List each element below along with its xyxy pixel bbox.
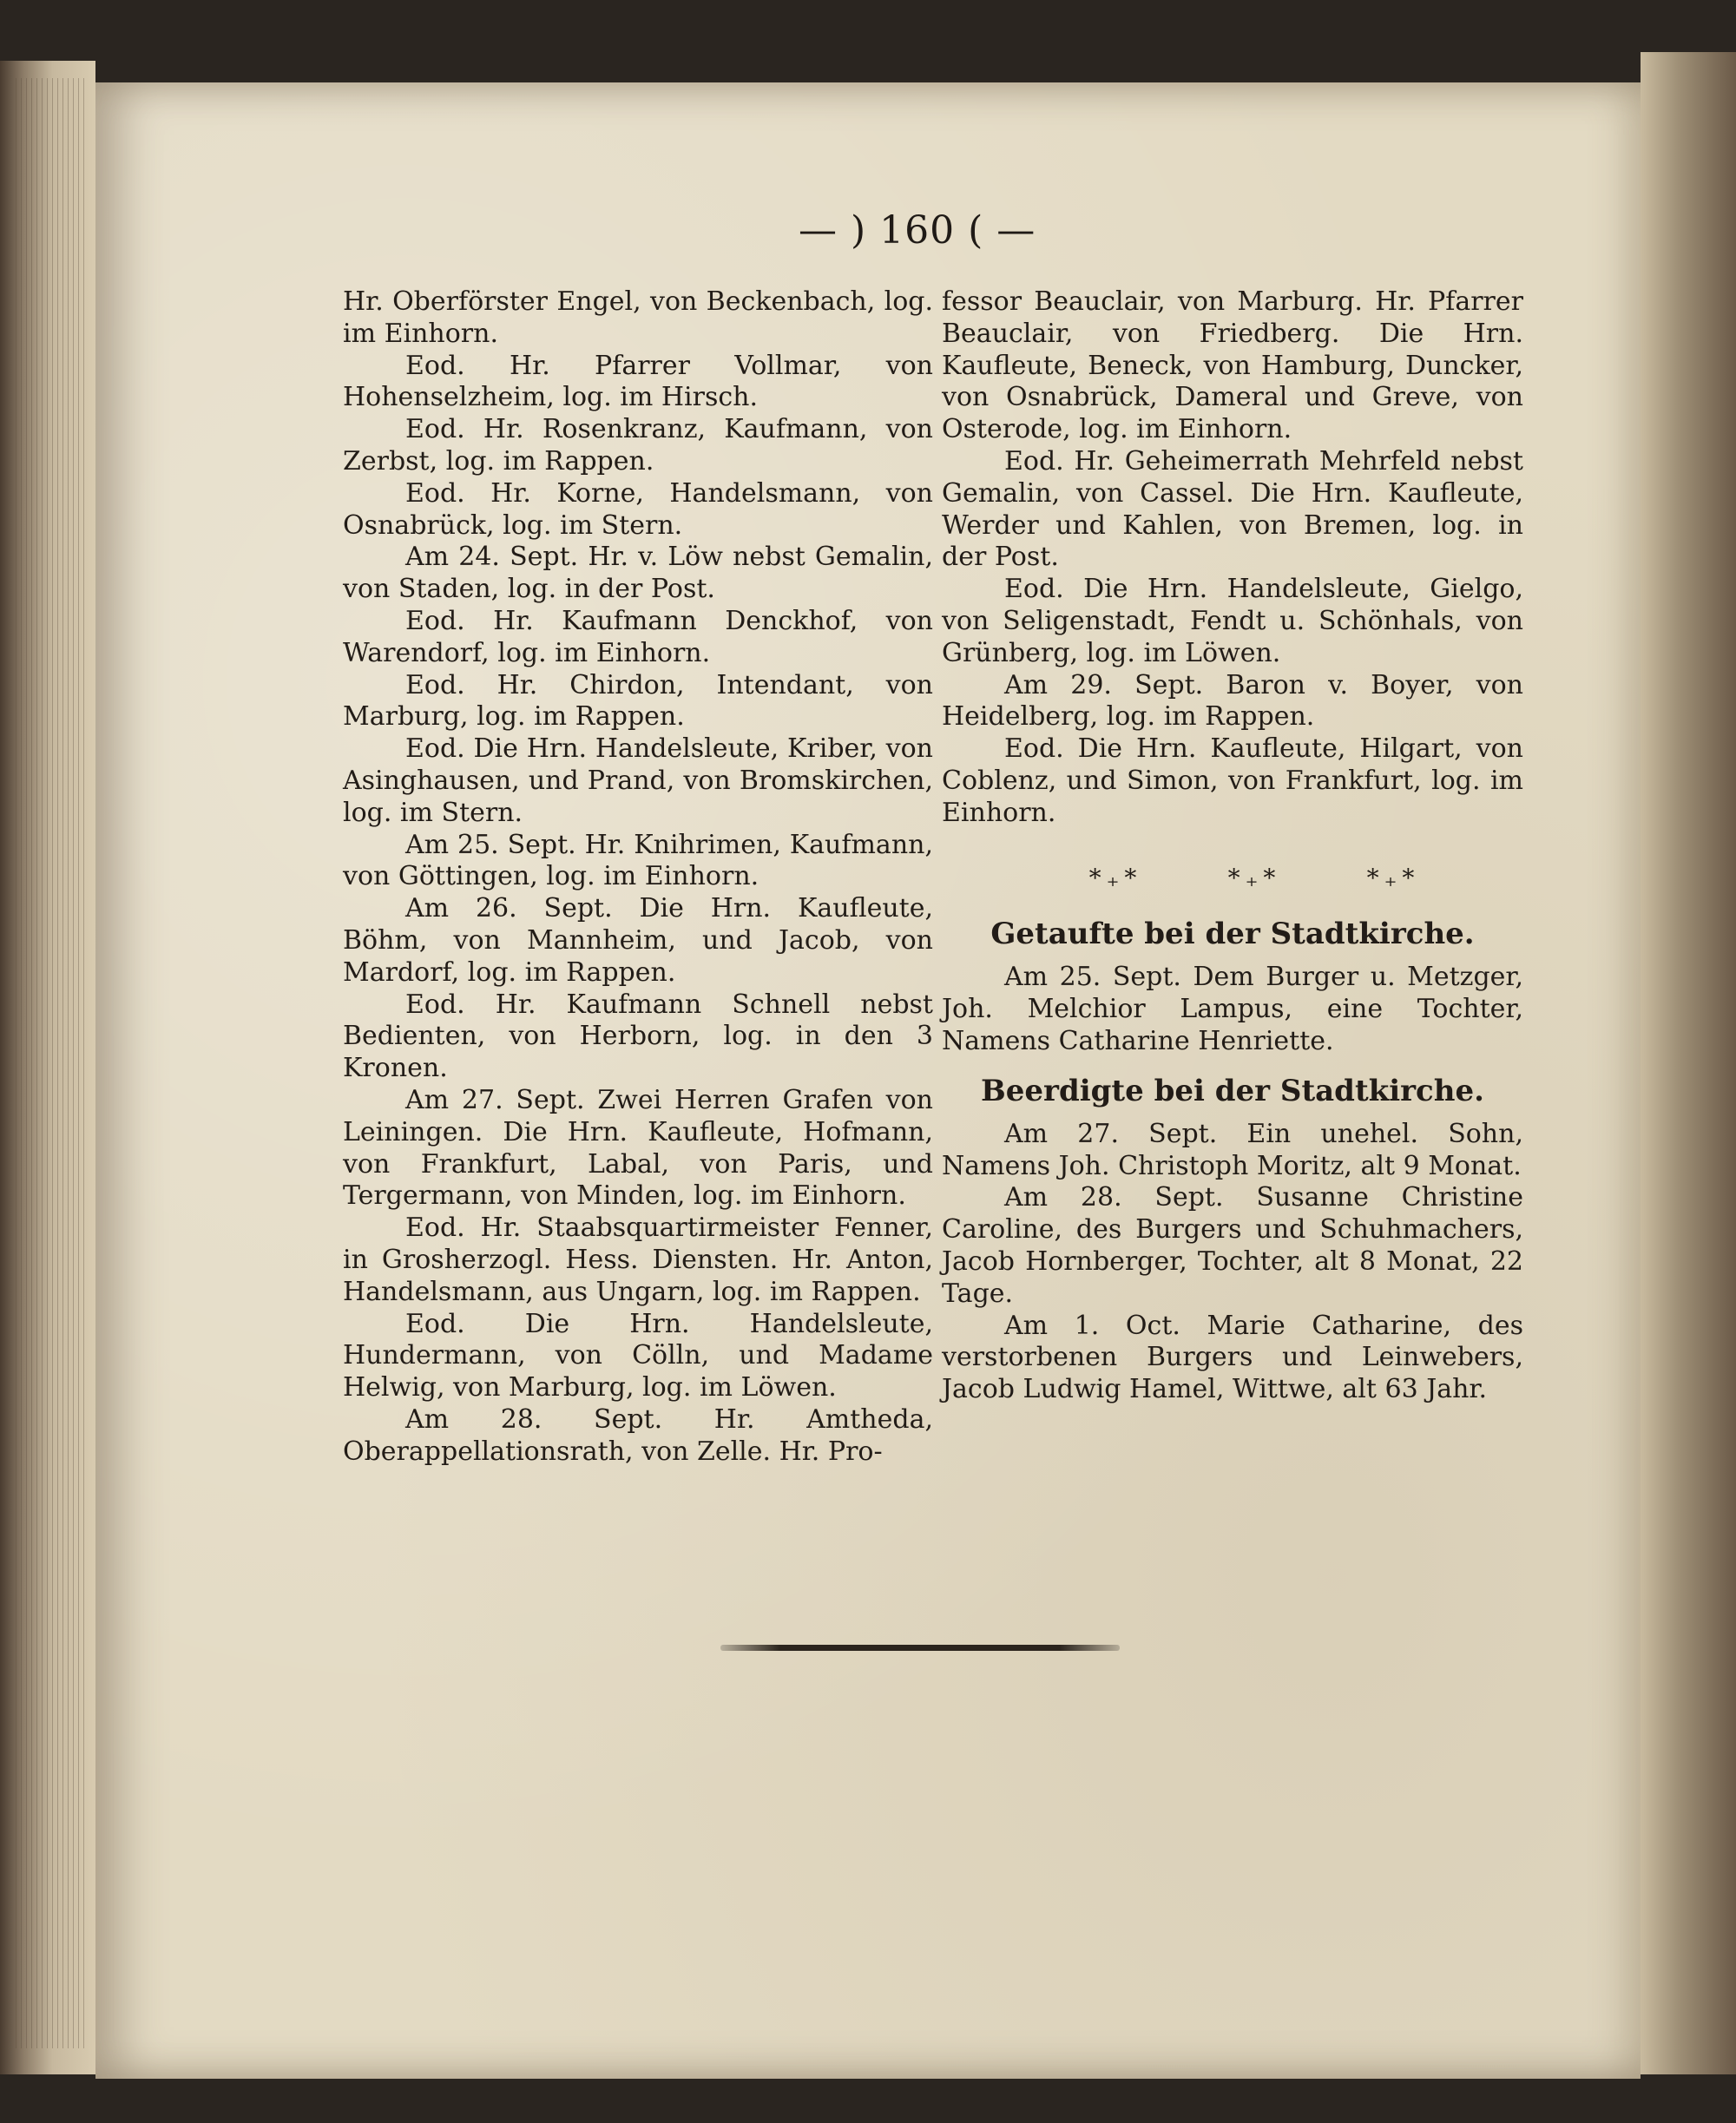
- arrival-entry: Am 26. Sept. Die Hrn. Kaufleute, Böhm, von Mannheim, und Jacob, von Mardorf, log. im Rappen.: [343, 893, 933, 988]
- arrival-entry: Am 27. Sept. Zwei Herren Grafen von Leiningen. Die Hrn. Kaufleute, Hofmann, von Frankfurt, Labal, von Paris, und Tergermann, von Minden, log. im Einhorn.: [343, 1084, 933, 1212]
- arrival-entry: Eod. Die Hrn. Handelsleute, Hundermann, von Cölln, und Madame Helwig, von Marburg, log. im Löwen.: [343, 1308, 933, 1403]
- arrival-entry: Am 25. Sept. Hr. Knihrimen, Kaufmann, von Göttingen, log. im Einhorn.: [343, 829, 933, 892]
- arrival-entry: Eod. Hr. Korne, Handelsmann, von Osnabrück, log. im Stern.: [343, 477, 933, 541]
- arrival-entry: Am 24. Sept. Hr. v. Löw nebst Gemalin, von Staden, log. in der Post.: [343, 542, 933, 605]
- right-column: [942, 286, 1523, 1406]
- arrival-entry: Eod. Hr. Rosenkranz, Kaufmann, von Zerbst, log. im Rappen.: [343, 414, 933, 477]
- arrival-entry: Eod. Die Hrn. Kaufleute, Hilgart, von Coblenz, und Simon, von Frankfurt, log. im Einhorn.: [942, 733, 1523, 828]
- arrival-entry: Eod. Die Hrn. Handelsleute, Kriber, von Asinghausen, und Prand, von Bromskirchen, log. im Stern.: [343, 733, 933, 828]
- baptisms-heading: Getaufte bei der Stadtkirche.: [990, 917, 1475, 952]
- burial-entry: Am 28. Sept. Susanne Christine Caroline, des Burgers und Schuhmachers, Jacob Hornberger, Tochter, alt 8 Monat, 22 Tage.: [942, 1182, 1523, 1309]
- arrival-entry: Eod. Hr. Pfarrer Vollmar, von Hohenselzheim, log. im Hirsch.: [343, 350, 933, 413]
- arrival-entry: Eod. Hr. Kaufmann Denckhof, von Warendorf, log. im Einhorn.: [343, 605, 933, 668]
- left-column: [343, 286, 933, 1468]
- arrival-entry: fessor Beauclair, von Marburg. Hr. Pfarrer Beauclair, von Friedberg. Die Hrn. Kaufleute, Beneck, von Hamburg, Duncker, von Osnabrück, Dameral und Greve, von Osterode, log. im Einhorn.: [942, 286, 1523, 445]
- arrival-entry: Am 29. Sept. Baron v. Boyer, von Heidelberg, log. im Rappen.: [942, 669, 1523, 733]
- arrival-entry: Am 28. Sept. Hr. Amtheda, Oberappellationsrath, von Zelle. Hr. Pro-: [343, 1403, 933, 1467]
- page-number: — ) 160 ( —: [799, 208, 1036, 253]
- arrival-entry: Eod. Hr. Kaufmann Schnell nebst Bedienten, von Herborn, log. in den 3 Kronen.: [343, 989, 933, 1084]
- section-separator: [1046, 863, 1463, 895]
- left-page-leaves: [16, 78, 85, 2048]
- arrival-entry: Eod. Hr. Chirdon, Intendant, von Marburg, log. im Rappen.: [343, 669, 933, 733]
- arrival-entry: Hr. Oberförster Engel, von Beckenbach, log. im Einhorn.: [343, 286, 933, 349]
- asterism-ornament: *₊*: [1088, 863, 1142, 892]
- asterism-ornament: *₊*: [1227, 863, 1281, 892]
- burial-entry: Am 1. Oct. Marie Catharine, des verstorbenen Burgers und Leinwebers, Jacob Ludwig Hamel, Wittwe, alt 63 Jahr.: [942, 1310, 1523, 1405]
- baptism-entry: Am 25. Sept. Dem Burger u. Metzger, Joh. Melchior Lampus, eine Tochter, Namens Catharine Henriette.: [942, 962, 1523, 1056]
- burials-heading: Beerdigte bei der Stadtkirche.: [981, 1073, 1484, 1108]
- burial-entry: Am 27. Sept. Ein unehel. Sohn, Namens Joh. Christoph Moritz, alt 9 Monat.: [942, 1118, 1523, 1181]
- arrival-entry: Eod. Hr. Staabsquartirmeister Fenner, in Grosherzogl. Hess. Diensten. Hr. Anton, Handelsmann, aus Ungarn, log. im Rappen.: [343, 1213, 933, 1307]
- asterism-ornament: *₊*: [1366, 863, 1420, 892]
- arrival-entry: Eod. Hr. Geheimerrath Mehrfeld nebst Gemalin, von Cassel. Die Hrn. Kaufleute, Werder und Kahlen, von Bremen, log. in der Post.: [942, 445, 1523, 573]
- right-page-edge: [1641, 52, 1736, 2074]
- arrival-entry: Eod. Die Hrn. Handelsleute, Gielgo, von Seligenstadt, Fendt u. Schönhals, von Grünberg, log. im Löwen.: [942, 574, 1523, 668]
- end-rule: [720, 1645, 1120, 1651]
